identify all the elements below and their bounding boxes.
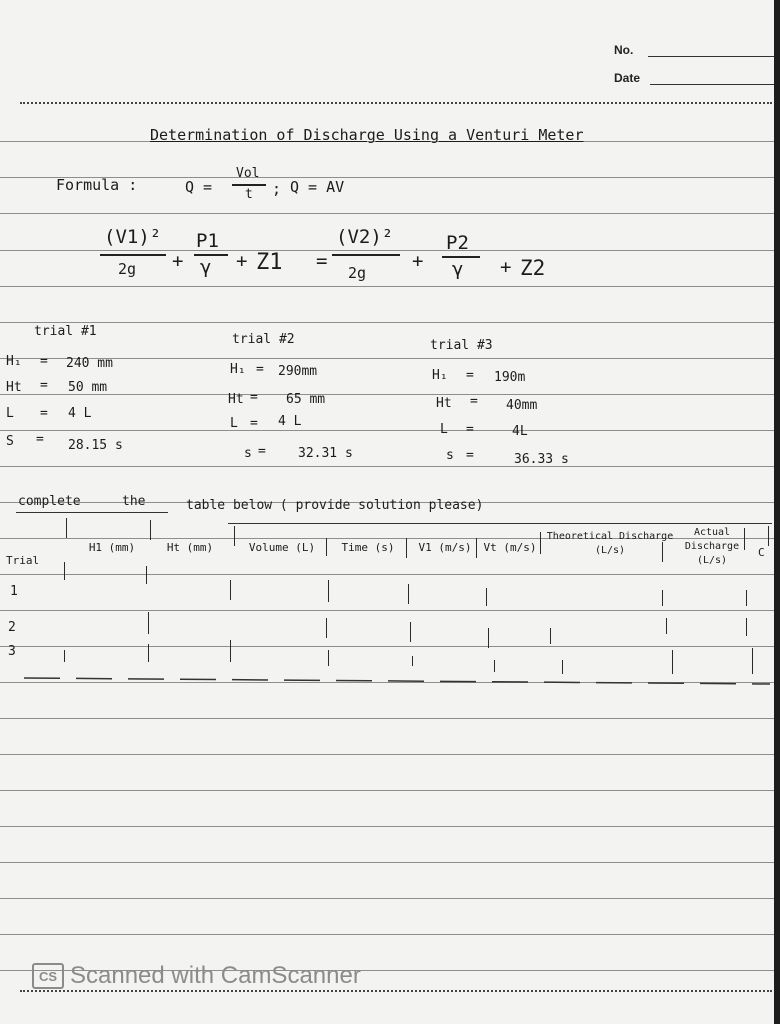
col-header-volume: Volume (L) (248, 541, 316, 554)
trial-key: H₁ (432, 368, 448, 383)
table-bottom-line (0, 670, 780, 690)
ruled-line (0, 718, 780, 719)
table-col-line (666, 618, 667, 634)
ruled-line (0, 213, 780, 214)
ruled-line (0, 358, 780, 359)
table-col-line (64, 562, 65, 580)
ruled-line (0, 898, 780, 899)
col-header-h1: H1 (mm) (88, 541, 136, 554)
plus-sign: + (236, 250, 248, 272)
trial-eq: = (40, 354, 48, 369)
col-header-vt: Vt (m/s) (483, 541, 537, 554)
ruled-line (0, 610, 780, 611)
date-line (650, 84, 774, 85)
table-col-line (150, 520, 151, 540)
bernoulli-gamma2: γ (452, 258, 464, 280)
table-col-line (744, 528, 745, 550)
trial-value: 32.31 s (298, 446, 353, 461)
table-col-line (746, 590, 747, 606)
row-label: 3 (8, 644, 16, 659)
trial-title: trial #3 (430, 338, 493, 353)
bernoulli-2g: 2g (118, 260, 137, 278)
bottom-dotted-margin (20, 990, 772, 992)
bernoulli-2g: 2g (348, 264, 367, 282)
ruled-line (0, 754, 780, 755)
trial-key: Ht (436, 396, 452, 411)
plus-sign: + (172, 250, 184, 272)
ruled-line (0, 934, 780, 935)
col-header-actual-discharge: Actual Discharge (L/s) (684, 527, 740, 566)
table-col-line (328, 650, 329, 666)
table-col-line (488, 628, 489, 648)
table-col-line (230, 640, 231, 662)
trial-value: 190m (494, 370, 526, 385)
ruled-line (0, 790, 780, 791)
trial-key: Ht (6, 380, 22, 395)
trial-value: 50 mm (68, 380, 108, 395)
no-label: No. (614, 43, 634, 57)
formula-separator: ; (272, 180, 282, 198)
trial-key: L (6, 406, 14, 421)
formula-vol: Vol (236, 166, 260, 181)
table-col-line (148, 644, 149, 662)
bernoulli-v1-squared: (V1)² (104, 226, 162, 248)
ruled-line (0, 646, 780, 647)
ruled-line (0, 394, 780, 395)
ruled-line (0, 250, 780, 251)
watermark-text: Scanned with CamScanner (70, 962, 361, 989)
table-col-line (662, 590, 663, 606)
row-label: 1 (10, 584, 18, 599)
bernoulli-p2: P2 (446, 232, 469, 254)
camscanner-logo-icon: CS (32, 963, 64, 989)
instruction-text: table below ( provide solution please) (186, 498, 484, 513)
page-edge-shadow (774, 0, 780, 1024)
trial-eq: = (470, 394, 478, 409)
trial-key: H₁ (230, 362, 246, 377)
ruled-line (0, 862, 780, 863)
formula-label: Formula : (56, 176, 138, 194)
date-label: Date (614, 71, 641, 85)
table-col-line (662, 542, 663, 562)
ruled-line (0, 826, 780, 827)
trial-eq: = (36, 432, 44, 447)
trial-key: s (446, 448, 454, 463)
table-col-line (64, 650, 65, 662)
table-col-line (412, 656, 413, 666)
trial-key: S (6, 434, 14, 449)
fraction-bar (100, 254, 166, 256)
table-col-line (540, 532, 541, 554)
trial-eq: = (40, 378, 48, 393)
bernoulli-z2: Z2 (520, 256, 546, 280)
col-header-time: Time (s) (341, 541, 395, 554)
table-col-line (550, 628, 551, 644)
trial-value: 40mm (506, 398, 538, 413)
instruction-word: the (122, 494, 146, 509)
table-col-line (768, 526, 769, 546)
trial-key: L (230, 416, 238, 431)
bernoulli-v2-squared: (V2)² (336, 226, 394, 248)
col-header-c: C (758, 546, 765, 559)
trial-eq: = (258, 444, 266, 459)
trial-eq: = (466, 448, 474, 463)
table-col-line (326, 618, 327, 638)
table-col-line (148, 612, 149, 634)
ruled-line (0, 430, 780, 431)
formula-q-av: Q = AV (290, 178, 345, 196)
trial-eq: = (40, 406, 48, 421)
trial-eq: = (256, 362, 264, 377)
table-col-line (410, 622, 411, 642)
ruled-line (0, 574, 780, 575)
col-header-trial: Trial (6, 554, 40, 567)
trial-value: 36.33 s (514, 452, 569, 467)
col-header-theoretical-discharge: Theoretical Discharge (L/s) (546, 531, 674, 556)
formula-t: t (245, 187, 253, 202)
trial-value: 290mm (278, 364, 318, 379)
trial-eq: = (250, 416, 258, 431)
formula-q-lhs: Q = (185, 178, 213, 196)
table-col-line (230, 580, 231, 600)
table-col-line (476, 538, 477, 558)
trial-value: 4 L (68, 406, 92, 421)
equals-sign: = (316, 250, 328, 272)
trial-value: 65 mm (286, 392, 326, 407)
instruction-word: complete (18, 494, 81, 509)
trial-value: 4 L (278, 414, 302, 429)
trial-key: Ht (228, 392, 244, 407)
trial-value: 4L (512, 424, 528, 439)
table-col-line (146, 566, 147, 584)
top-dotted-margin (20, 102, 772, 104)
col-header-v1: V1 (m/s) (418, 541, 472, 554)
plus-sign: + (412, 250, 424, 272)
fraction-bar (332, 254, 400, 256)
table-col-line (746, 618, 747, 636)
page-title: Determination of Discharge Using a Venturi Meter (150, 126, 584, 144)
table-top-line (228, 523, 772, 524)
trial-title: trial #2 (232, 332, 295, 347)
trial-key: s (244, 446, 252, 461)
camscanner-watermark (32, 962, 361, 990)
trial-value: 28.15 s (68, 438, 123, 453)
no-line (648, 56, 774, 57)
bernoulli-z1: Z1 (256, 250, 283, 275)
trial-eq: = (466, 422, 474, 437)
table-col-line (328, 580, 329, 602)
instruction-underline (16, 512, 168, 513)
plus-sign: + (500, 256, 512, 278)
trial-eq: = (466, 368, 474, 383)
table-col-line (408, 584, 409, 604)
table-col-line (406, 538, 407, 558)
table-col-line (234, 526, 235, 546)
col-header-ht: Ht (mm) (166, 541, 214, 554)
trial-eq: = (250, 390, 258, 405)
fraction-bar (232, 184, 266, 186)
trial-key: L (440, 422, 448, 437)
ruled-line (0, 322, 780, 323)
bernoulli-gamma1: γ (200, 256, 212, 278)
table-col-line (66, 518, 67, 538)
bernoulli-p1: P1 (196, 230, 219, 252)
table-col-line (326, 538, 327, 556)
row-label: 2 (8, 620, 16, 635)
ruled-line (0, 466, 780, 467)
trial-key: H₁ (6, 354, 22, 369)
table-col-line (486, 588, 487, 606)
trial-title: trial #1 (34, 324, 97, 339)
trial-value: 240 mm (66, 356, 113, 371)
ruled-line (0, 286, 780, 287)
